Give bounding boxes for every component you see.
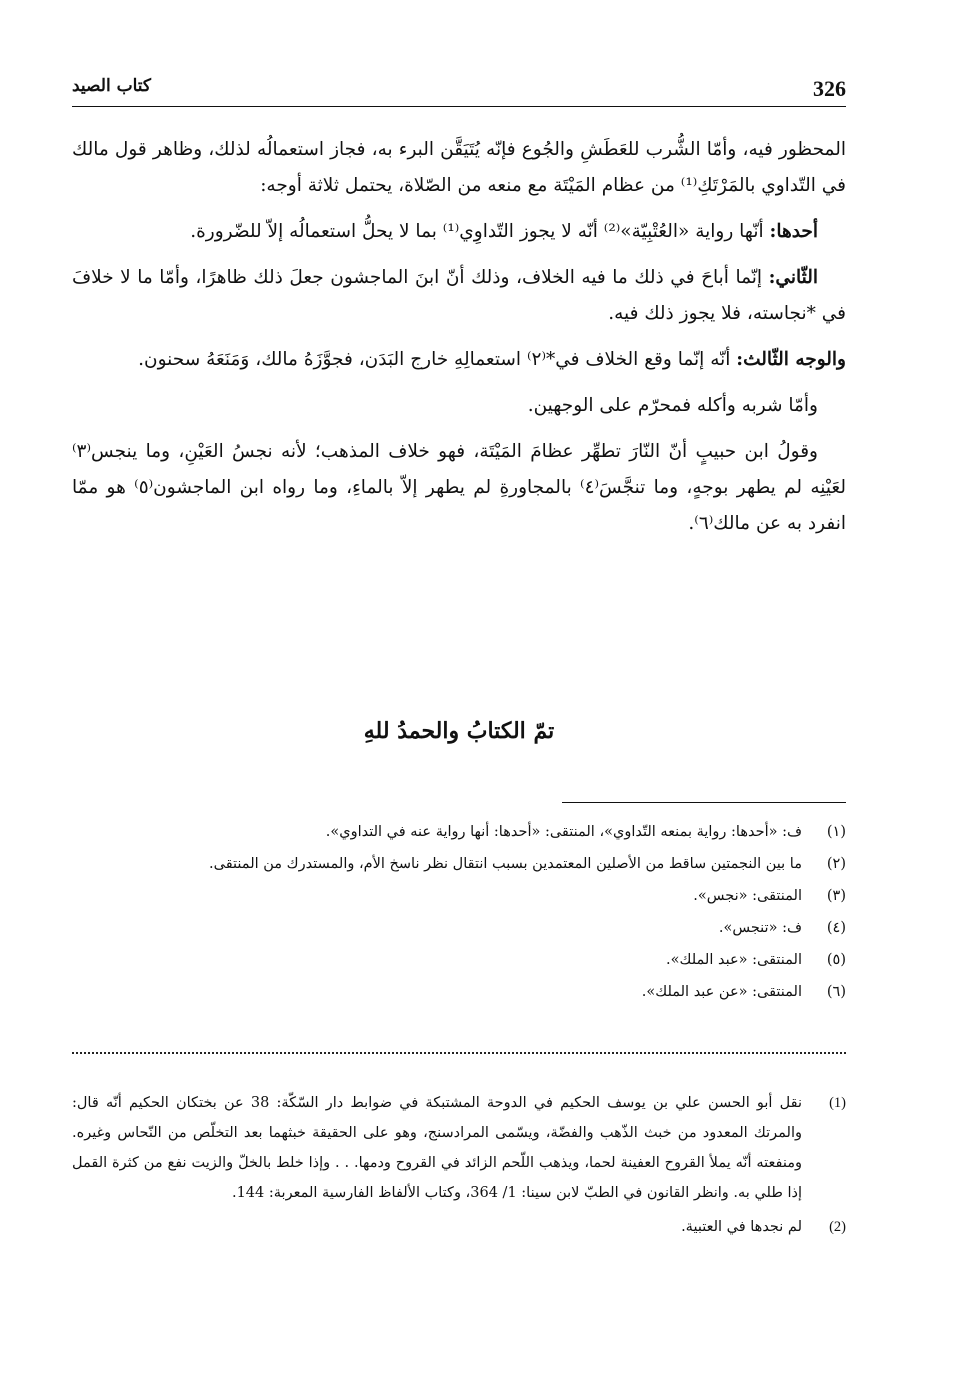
- closing-line: تمّ الكتابُ والحمدُ للهِ: [363, 718, 555, 744]
- footnote-item: [72, 880, 846, 912]
- note-text: نقل أبو الحسن علي بن يوسف الحكيم في الدوحة المشتبكة في ضوابط دار السّكّة: 38 عن بختكان الحكيم أنّه قال: والمرتك المعدود من خبث الذّهب والفضّة، ويسّمى المرادسنج، وهو على الحقيقة خبثهما بعد التخلّص من النّحاس وغيره. ومنفعته أنّه يملأ القروح العفينة لحما، ويذهب اللّحم الزائد في القروح ودمها. . . وإذا خلط بالخلّ والزيت نفع من كثرة القمل إذا طلي به. وانظر القانون في الطبّ لابن سينا: 1/ 364، وكتاب الألفاظ الفارسية المعربة: 144.: [72, 1095, 802, 1201]
- footnote-number: (٢): [826, 856, 846, 872]
- page-number: 326: [813, 76, 846, 101]
- footnote-text: ف: «أحدها: رواية بمنعه التّداوي»، المنتقى: «أحدها: أنها رواية عنه في التداوي».: [325, 824, 802, 840]
- paragraph-5: [72, 388, 846, 424]
- commentary-notes: [72, 1088, 846, 1246]
- paragraph-6-text: وقولُ ابن حبيبٍ أنّ النّارَ تطهِّر عظامَ المَيْتَة، فهو خلاف المذهب؛ لأنه نجسُ العَيْنِ، وما ينجس⁽٣⁾ لعَيْنِه لم يطهر بوجهٍ، وما تنجَّسَ⁽٤⁾ بالمجاورةِ لم يطهر إلاّ بالماءِ، وما رواه ابن الماجشون⁽٥⁾ هو ممّا انفرد به عن مالك⁽٦⁾.: [72, 441, 846, 534]
- footnote-text: ف: «تنجس».: [718, 920, 802, 936]
- paragraph-4-text: أنّه إنّما وقع الخلاف في*⁽٢⁾ استعمالِهِ خارج البَدَن، فجوَّزَهُ مالك، وَمَنَعَهُ سحنون.: [138, 349, 737, 370]
- note-item: [72, 1212, 846, 1242]
- footnote-item: [72, 976, 846, 1008]
- paragraph-2-label: أحدها:: [769, 221, 818, 242]
- running-title: كتاب الصيد: [72, 76, 152, 96]
- footnote-text: ما بين النجمتين ساقط من الأصلين المعتمدين بسبب انتقال نظر ناسخ الأم، والمستدرك من المنتقى.: [209, 856, 802, 872]
- paragraph-2: [72, 214, 846, 250]
- footnote-rule: [562, 802, 846, 803]
- paragraph-6: [72, 434, 846, 542]
- paragraph-4-label: والوجه الثّالث:: [736, 349, 846, 370]
- footnote-number: (٦): [826, 984, 846, 1000]
- dotted-separator: [72, 1052, 846, 1054]
- footnote-item: [72, 816, 846, 848]
- paragraph-3: [72, 260, 846, 332]
- main-text: [72, 132, 846, 552]
- paragraph-1: [72, 132, 846, 204]
- paragraph-5-text: وأمّا شربه وأكله فمحرّم على الوجهين.: [527, 395, 818, 416]
- footnote-text: المنتقى: «عن عبد الملك».: [641, 984, 802, 1000]
- paragraph-2-text: أنّها رواية «العُتْبِيّة»⁽²⁾ أنّه لا يجوز التّداوِي⁽¹⁾ بما لا يحلُّ استعمالُه إلاّ للضّرورة.: [190, 221, 770, 242]
- note-number: (1): [829, 1095, 846, 1111]
- footnote-item: [72, 848, 846, 880]
- paragraph-3-text: إنّما أباحَ في ذلك ما فيه الخلاف، وذلك أنّ ابنَ الماجشون جعلَ ذلك ظاهرًا، وأمّا ما لا خلافَ في *نجاسته، فلا يجوز ذلك فيه.: [72, 267, 846, 324]
- paragraph-1-text: المحظور فيه، وأمّا الشُّرب للعَطَشِ والجُوع فإنّه يُتَيَقَّن البرء به، فجاز استعمالُه لذلك، وظاهر قول مالك في التّداوي بالمَرْتَكِ⁽¹⁾ من عظام المَيْتَة مع منعه من الصّلاة، يحتمل ثلاثة أوجه:: [72, 139, 846, 196]
- header-rule: [72, 106, 846, 107]
- footnote-text: المنتقى: «عبد الملك».: [666, 952, 802, 968]
- page-header: [72, 76, 846, 106]
- paragraph-4: [72, 342, 846, 378]
- footnote-item: [72, 912, 846, 944]
- footnote-number: (٣): [826, 888, 846, 904]
- editor-footnotes: [72, 816, 846, 1008]
- footnote-item: [72, 944, 846, 976]
- note-item: [72, 1088, 846, 1208]
- paragraph-3-label: الثّاني:: [768, 267, 818, 288]
- footnote-text: المنتقى: «نجس».: [693, 888, 802, 904]
- footnote-number: (٤): [826, 920, 846, 936]
- note-text: لم نجدها في العتبية.: [681, 1219, 802, 1235]
- footnote-number: (١): [826, 824, 846, 840]
- footnote-number: (٥): [826, 952, 846, 968]
- note-number: (2): [829, 1219, 846, 1235]
